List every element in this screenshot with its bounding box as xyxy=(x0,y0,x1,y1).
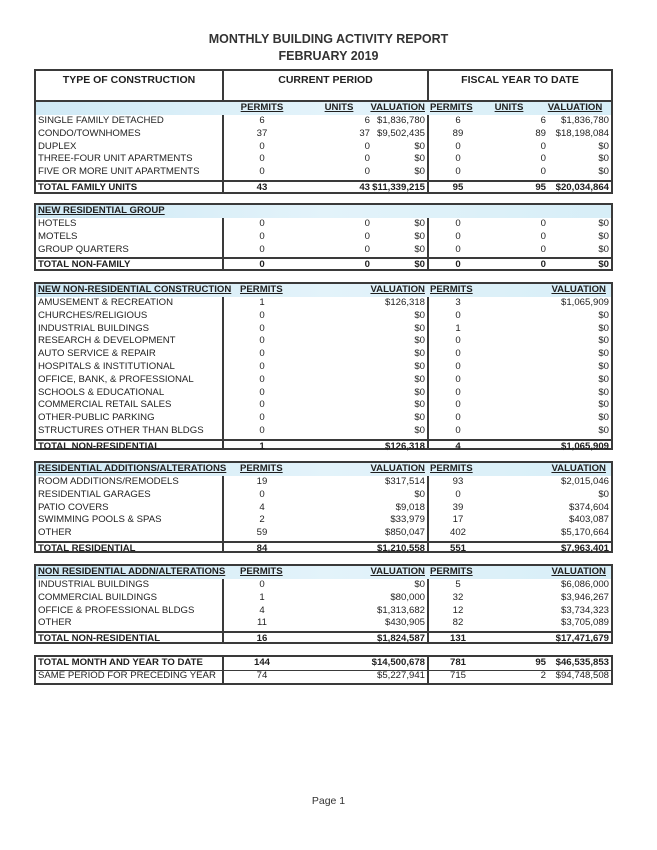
row-label: OTHER-PUBLIC PARKING xyxy=(38,412,155,424)
non-residential-additions-table xyxy=(34,564,613,644)
cp-valuation-value: $0 xyxy=(414,412,425,424)
cp-permits-value: 0 xyxy=(259,373,265,385)
table-row xyxy=(36,297,611,310)
cp-valuation-value: $1,824,587 xyxy=(376,633,425,645)
section-heading-row xyxy=(36,463,611,476)
cp-permits-value: 0 xyxy=(259,412,265,424)
fy-valuation-value: $3,705,089 xyxy=(560,617,609,629)
fy-permits-value: 0 xyxy=(455,309,461,321)
row-label: DUPLEX xyxy=(38,140,77,152)
permits-header: PERMITS xyxy=(240,566,283,577)
table-row xyxy=(36,514,611,527)
fy-valuation-value: $0 xyxy=(598,348,609,360)
cp-permits-value: 0 xyxy=(259,425,265,436)
table-row xyxy=(36,502,611,515)
cp-valuation-value: $317,514 xyxy=(384,476,425,487)
cp-valuation-value: $126,318 xyxy=(384,297,425,308)
row-label: MOTELS xyxy=(38,230,78,242)
fy-permits-value: 93 xyxy=(452,476,464,487)
row-label: COMMERCIAL RETAIL SALES xyxy=(38,399,172,411)
cp-permits-value: 0 xyxy=(259,243,265,255)
fy-permits-value: 0 xyxy=(455,230,461,242)
fy-valuation-value: $0 xyxy=(598,322,609,334)
fy-valuation-value: $7,963,401 xyxy=(560,543,609,554)
section-heading-row xyxy=(36,284,611,297)
cp-permits-value: 0 xyxy=(259,140,265,152)
fy-valuation-value: $0 xyxy=(598,259,609,271)
cp-permits-value: 0 xyxy=(259,335,265,347)
fy-permits-value: 0 xyxy=(455,399,461,411)
cp-units-value: 0 xyxy=(364,153,370,165)
cp-valuation-value: $430,905 xyxy=(384,617,425,629)
fy-valuation-value: $0 xyxy=(598,488,609,500)
fy-permits-value: 0 xyxy=(455,361,461,372)
table-row xyxy=(36,348,611,361)
valuation-header: VALUATION xyxy=(551,463,606,474)
fy-valuation-value: $1,836,780 xyxy=(560,115,609,126)
fy-valuation-value: $0 xyxy=(598,335,609,347)
fy-units-value: 0 xyxy=(540,218,546,229)
fy-permits-value: 0 xyxy=(455,348,461,360)
fy-permits-value: 95 xyxy=(452,182,464,193)
fy-units-value: 0 xyxy=(540,140,546,152)
table-row xyxy=(36,579,611,592)
non-residential-table xyxy=(34,282,613,450)
fy-units-value: 95 xyxy=(535,657,546,668)
row-label: TOTAL NON-RESIDENTIAL xyxy=(38,633,161,645)
fy-valuation-value: $18,198,084 xyxy=(555,127,609,139)
cp-units-value: 6 xyxy=(364,115,370,126)
fy-valuation-value: $1,065,909 xyxy=(560,440,609,452)
table-row xyxy=(36,489,611,502)
cp-valuation-value: $14,500,678 xyxy=(371,657,425,668)
fy-valuation-value: $0 xyxy=(598,373,609,385)
fy-permits-value: 0 xyxy=(455,488,461,500)
table-row xyxy=(36,115,611,128)
permits-header: PERMITS xyxy=(240,463,283,474)
report-subtitle: FEBRUARY 2019 xyxy=(278,49,379,63)
total-row xyxy=(36,439,611,454)
cp-permits-value: 0 xyxy=(259,488,265,500)
cp-valuation-value: $0 xyxy=(414,373,425,385)
non-family-table xyxy=(34,203,613,271)
cp-permits-value: 0 xyxy=(259,153,265,165)
fy-valuation-value: $374,604 xyxy=(568,501,609,513)
cp-permits-value: 19 xyxy=(256,476,268,487)
cp-valuation-value: $9,018 xyxy=(395,501,425,513)
cp-valuation-value: $0 xyxy=(414,259,425,271)
fy-permits-value: 0 xyxy=(455,386,461,398)
permits-header: PERMITS xyxy=(430,284,473,295)
cp-valuation-value: $0 xyxy=(414,322,425,334)
fy-permits-value: 5 xyxy=(455,579,461,590)
permits-header: PERMITS xyxy=(240,102,284,113)
row-label: INDUSTRIAL BUILDINGS xyxy=(38,579,150,590)
fy-units-value: 95 xyxy=(535,182,546,193)
row-label: THREE-FOUR UNIT APARTMENTS xyxy=(38,153,193,165)
table-row xyxy=(36,231,611,244)
cp-valuation-value: $850,047 xyxy=(384,527,425,539)
row-label: TOTAL RESIDENTIAL xyxy=(38,543,136,554)
fy-valuation-value: $20,034,864 xyxy=(555,182,609,193)
row-label: TOTAL NON-RESIDENTIAL xyxy=(38,440,161,452)
fy-valuation-value: $0 xyxy=(598,230,609,242)
table-row xyxy=(36,310,611,323)
fy-permits-value: 12 xyxy=(452,604,464,616)
cp-valuation-value: $0 xyxy=(414,425,425,436)
summary-table xyxy=(34,655,613,685)
row-label: STRUCTURES OTHER THAN BLDGS xyxy=(38,425,204,436)
fy-units-value: 0 xyxy=(540,243,546,255)
fy-valuation-value: $94,748,508 xyxy=(555,670,609,681)
cp-valuation-value: $0 xyxy=(414,166,425,178)
row-label: OTHER xyxy=(38,617,72,629)
table-row xyxy=(36,527,611,540)
type-of-construction-header: TYPE OF CONSTRUCTION xyxy=(62,74,196,86)
cp-valuation-value: $0 xyxy=(414,153,425,165)
row-label: SWIMMING POOLS & SPAS xyxy=(38,514,162,526)
total-month-ytd-row xyxy=(36,657,611,671)
fy-permits-value: 0 xyxy=(455,166,461,178)
table-row xyxy=(36,153,611,166)
fy-valuation-value: $0 xyxy=(598,386,609,398)
cp-units-value: 43 xyxy=(359,182,370,193)
fy-valuation-value: $3,946,267 xyxy=(560,591,609,603)
fy-permits-value: 0 xyxy=(455,153,461,165)
total-row xyxy=(36,541,611,556)
row-label: FIVE OR MORE UNIT APARTMENTS xyxy=(38,166,200,178)
fy-valuation-value: $403,087 xyxy=(568,514,609,526)
cp-permits-value: 0 xyxy=(259,218,265,229)
section-heading: NON RESIDENTIAL ADDN/ALTERATIONS xyxy=(38,566,226,577)
cp-valuation-value: $1,210,558 xyxy=(376,543,425,554)
cp-valuation-value: $0 xyxy=(414,361,425,372)
fy-valuation-value: $5,170,664 xyxy=(560,527,609,539)
cp-permits-value: 59 xyxy=(256,527,268,539)
cp-permits-value: 0 xyxy=(259,399,265,411)
permits-header: PERMITS xyxy=(430,102,473,113)
table-row xyxy=(36,476,611,489)
fy-permits-value: 4 xyxy=(455,440,461,452)
section-heading-row xyxy=(36,205,611,218)
section-heading: RESIDENTIAL ADDITIONS/ALTERATIONS xyxy=(38,463,227,474)
cp-valuation-value: $0 xyxy=(414,243,425,255)
valuation-header: VALUATION xyxy=(370,566,425,577)
fy-valuation-value: $0 xyxy=(598,243,609,255)
fy-permits-value: 402 xyxy=(449,527,466,539)
row-label: INDUSTRIAL BUILDINGS xyxy=(38,322,150,334)
column-header-row xyxy=(36,102,611,115)
fy-units-value: 89 xyxy=(535,127,546,139)
row-label: SCHOOLS & EDUCATIONAL xyxy=(38,386,165,398)
table-row xyxy=(36,412,611,425)
row-label: OTHER xyxy=(38,527,72,539)
cp-permits-value: 84 xyxy=(256,543,268,554)
row-label: RESIDENTIAL GARAGES xyxy=(38,488,151,500)
cp-permits-value: 4 xyxy=(259,501,265,513)
fy-permits-value: 32 xyxy=(452,591,464,603)
fy-permits-value: 1 xyxy=(455,322,461,334)
cp-permits-value: 11 xyxy=(257,617,267,629)
fy-permits-value: 0 xyxy=(455,259,461,271)
fy-permits-value: 0 xyxy=(455,218,461,229)
fy-units-value: 2 xyxy=(540,670,546,681)
section-heading-row xyxy=(36,566,611,579)
cp-valuation-value: $1,836,780 xyxy=(376,115,425,126)
row-label: AUTO SERVICE & REPAIR xyxy=(38,348,156,360)
cp-permits-value: 0 xyxy=(259,348,265,360)
fy-permits-value: 3 xyxy=(455,297,461,308)
cp-units-value: 0 xyxy=(364,166,370,178)
cp-valuation-value: $0 xyxy=(414,218,425,229)
cp-permits-value: 16 xyxy=(256,633,268,645)
units-header: UNITS xyxy=(324,102,354,113)
fy-valuation-value: $0 xyxy=(598,153,609,165)
cp-permits-value: 0 xyxy=(259,166,265,178)
valuation-header: VALUATION xyxy=(370,463,425,474)
fy-permits-value: 17 xyxy=(452,514,464,526)
valuation-header: VALUATION xyxy=(370,284,425,295)
fy-units-value: 0 xyxy=(540,153,546,165)
total-row xyxy=(36,257,611,272)
table-row xyxy=(36,399,611,412)
row-label: TOTAL MONTH AND YEAR TO DATE xyxy=(38,657,203,668)
cp-valuation-value: $5,227,941 xyxy=(376,670,425,681)
cp-permits-value: 144 xyxy=(253,657,270,668)
row-label: PATIO COVERS xyxy=(38,501,109,513)
section-heading: NEW RESIDENTIAL GROUP xyxy=(38,205,165,216)
row-label: HOSPITALS & INSTITUTIONAL xyxy=(38,361,175,372)
fy-units-value: 6 xyxy=(540,115,546,126)
cp-permits-value: 0 xyxy=(259,230,265,242)
fy-permits-value: 715 xyxy=(449,670,466,681)
fy-valuation-value: $17,471,679 xyxy=(555,633,609,645)
cp-permits-value: 0 xyxy=(259,259,265,271)
cp-valuation-value: $11,339,215 xyxy=(372,182,425,193)
fy-permits-value: 0 xyxy=(455,373,461,385)
fy-permits-value: 781 xyxy=(449,657,466,668)
cp-valuation-value: $0 xyxy=(414,140,425,152)
cp-units-value: 0 xyxy=(364,230,370,242)
table-row xyxy=(36,425,611,438)
fy-valuation-value: $0 xyxy=(598,412,609,424)
fy-valuation-value: $0 xyxy=(598,140,609,152)
cp-permits-value: 37 xyxy=(256,127,268,139)
cp-permits-value: 6 xyxy=(259,115,265,126)
table-row xyxy=(36,166,611,179)
units-header: UNITS xyxy=(494,102,524,113)
row-label: SAME PERIOD FOR PRECEDING YEAR xyxy=(38,670,216,681)
fy-permits-value: 0 xyxy=(455,412,461,424)
table-row xyxy=(36,361,611,374)
table-row xyxy=(36,141,611,154)
fy-units-value: 0 xyxy=(540,259,546,271)
permits-header: PERMITS xyxy=(430,566,473,577)
row-label: OFFICE, BANK, & PROFESSIONAL xyxy=(38,373,194,385)
residential-additions-table xyxy=(34,461,613,553)
current-period-header: CURRENT PERIOD xyxy=(278,74,373,86)
fy-valuation-value: $0 xyxy=(598,425,609,436)
cp-units-value: 0 xyxy=(364,259,370,271)
row-label: AMUSEMENT & RECREATION xyxy=(38,297,174,308)
fy-permits-value: 39 xyxy=(452,501,464,513)
valuation-header: VALUATION xyxy=(551,566,606,577)
fy-valuation-value: $0 xyxy=(598,166,609,178)
fy-valuation-value: $0 xyxy=(598,218,609,229)
cp-permits-value: 74 xyxy=(256,670,268,681)
cp-permits-value: 1 xyxy=(259,591,265,603)
fy-permits-value: 131 xyxy=(449,633,466,645)
total-row xyxy=(36,180,611,195)
fy-valuation-value: $0 xyxy=(598,309,609,321)
fy-valuation-value: $1,065,909 xyxy=(560,297,609,308)
cp-units-value: 0 xyxy=(364,218,370,229)
valuation-header: VALUATION xyxy=(370,102,425,113)
row-label: GROUP QUARTERS xyxy=(38,243,129,255)
cp-valuation-value: $0 xyxy=(414,230,425,242)
row-label: OFFICE & PROFESSIONAL BLDGS xyxy=(38,604,195,616)
fy-valuation-value: $0 xyxy=(598,361,609,372)
table-row xyxy=(36,387,611,400)
fy-permits-value: 6 xyxy=(455,115,461,126)
fy-permits-value: 551 xyxy=(449,543,466,554)
row-label: HOTELS xyxy=(38,218,77,229)
table-row xyxy=(36,592,611,605)
fy-units-value: 0 xyxy=(540,166,546,178)
cp-permits-value: 0 xyxy=(259,579,265,590)
table-row xyxy=(36,335,611,348)
cp-permits-value: 43 xyxy=(256,182,268,193)
cp-valuation-value: $0 xyxy=(414,386,425,398)
permits-header: PERMITS xyxy=(240,284,283,295)
cp-units-value: 0 xyxy=(364,243,370,255)
cp-valuation-value: $1,313,682 xyxy=(376,604,425,616)
cp-permits-value: 0 xyxy=(259,322,265,334)
fy-units-value: 0 xyxy=(540,230,546,242)
cp-permits-value: 1 xyxy=(259,297,265,308)
permits-header: PERMITS xyxy=(430,463,473,474)
cp-permits-value: 0 xyxy=(259,361,265,372)
cp-permits-value: 1 xyxy=(259,440,265,452)
row-label: TOTAL FAMILY UNITS xyxy=(38,182,138,193)
valuation-header: VALUATION xyxy=(547,102,603,113)
row-label: CONDO/TOWNHOMES xyxy=(38,127,141,139)
cp-valuation-value: $0 xyxy=(414,348,425,360)
row-label: TOTAL NON-FAMILY xyxy=(38,259,131,271)
table-row xyxy=(36,128,611,141)
fy-valuation-value: $6,086,000 xyxy=(560,579,609,590)
fy-valuation-value: $3,734,323 xyxy=(560,604,609,616)
cp-valuation-value: $0 xyxy=(414,309,425,321)
row-label: CHURCHES/RELIGIOUS xyxy=(38,309,148,321)
total-row xyxy=(36,631,611,646)
fy-permits-value: 89 xyxy=(452,127,464,139)
section-heading: NEW NON-RESIDENTIAL CONSTRUCTION xyxy=(38,284,232,295)
table-row xyxy=(36,323,611,336)
cp-units-value: 37 xyxy=(359,127,370,139)
fy-permits-value: 0 xyxy=(455,243,461,255)
cp-units-value: 0 xyxy=(364,140,370,152)
cp-valuation-value: $126,318 xyxy=(384,440,425,452)
cp-valuation-value: $0 xyxy=(414,579,425,590)
table-row xyxy=(36,218,611,231)
cp-valuation-value: $0 xyxy=(414,335,425,347)
fy-valuation-value: $46,535,853 xyxy=(555,657,609,668)
page-number: Page 1 xyxy=(311,795,346,807)
cp-valuation-value: $0 xyxy=(414,488,425,500)
fy-valuation-value: $2,015,046 xyxy=(560,476,609,487)
fy-permits-value: 0 xyxy=(455,140,461,152)
fy-permits-value: 82 xyxy=(452,617,464,629)
cp-valuation-value: $33,979 xyxy=(390,514,425,526)
cp-valuation-value: $0 xyxy=(414,399,425,411)
fy-permits-value: 0 xyxy=(455,335,461,347)
row-label: SINGLE FAMILY DETACHED xyxy=(38,115,164,126)
table-row xyxy=(36,374,611,387)
cp-valuation-value: $9,502,435 xyxy=(376,127,425,139)
valuation-header: VALUATION xyxy=(551,284,606,295)
cp-permits-value: 0 xyxy=(259,386,265,398)
cp-valuation-value: $80,000 xyxy=(390,591,425,603)
table-row xyxy=(36,617,611,630)
fy-permits-value: 0 xyxy=(455,425,461,436)
cp-permits-value: 0 xyxy=(259,309,265,321)
fiscal-ytd-header: FISCAL YEAR TO DATE xyxy=(461,74,579,86)
cp-permits-value: 2 xyxy=(259,514,265,526)
cp-permits-value: 4 xyxy=(259,604,265,616)
preceding-year-row xyxy=(36,670,611,683)
family-units-table xyxy=(34,69,613,194)
table-row xyxy=(36,244,611,257)
row-label: ROOM ADDITIONS/REMODELS xyxy=(38,476,179,487)
fy-valuation-value: $0 xyxy=(598,399,609,411)
row-label: RESEARCH & DEVELOPMENT xyxy=(38,335,176,347)
report-title: MONTHLY BUILDING ACTIVITY REPORT xyxy=(208,32,449,46)
table-row xyxy=(36,605,611,618)
row-label: COMMERCIAL BUILDINGS xyxy=(38,591,158,603)
